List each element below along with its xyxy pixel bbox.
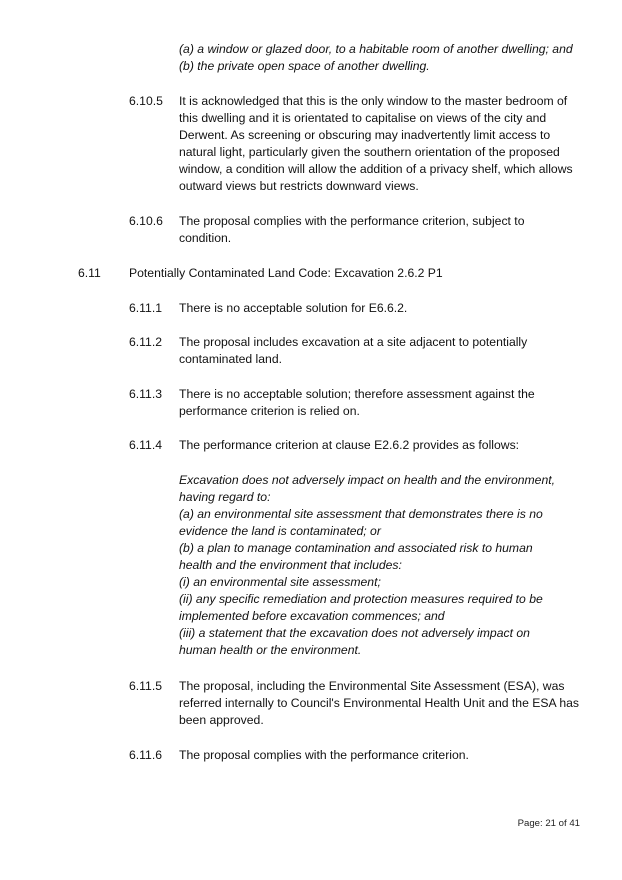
paragraph-number: 6.11.1 bbox=[129, 301, 162, 315]
paragraph-number: 6.11.2 bbox=[129, 335, 162, 349]
quote-line: (ii) any specific remediation and protection measures required to be bbox=[179, 592, 543, 606]
quote-line: health and the environment that includes: bbox=[179, 558, 402, 572]
paragraph-line: this dwelling and it is orientated to capitalise on views of the city and bbox=[179, 111, 547, 125]
paragraph-line: contaminated land. bbox=[179, 352, 282, 366]
section-number: 6.11 bbox=[78, 266, 101, 280]
quote-line: (b) the private open space of another dwelling. bbox=[179, 59, 430, 73]
paragraph-number: 6.11.4 bbox=[129, 438, 162, 452]
quote-line: (i) an environmental site assessment; bbox=[179, 575, 381, 589]
paragraph-line: referred internally to Council's Environmental Health Unit and the ESA has bbox=[179, 696, 579, 710]
paragraph-line: Derwent. As screening or obscuring may inadvertently limit access to bbox=[179, 128, 551, 142]
paragraph-line: been approved. bbox=[179, 713, 264, 727]
paragraph-line: It is acknowledged that this is the only window to the master bedroom of bbox=[179, 94, 568, 108]
paragraph-number: 6.10.6 bbox=[129, 214, 163, 228]
paragraph-line: The proposal complies with the performance criterion. bbox=[179, 748, 469, 762]
paragraph-number: 6.10.5 bbox=[129, 94, 163, 108]
quote-line: human health or the environment. bbox=[179, 643, 362, 657]
section-title: Potentially Contaminated Land Code: Excavation 2.6.2 P1 bbox=[129, 266, 443, 280]
quote-line: having regard to: bbox=[179, 490, 271, 504]
paragraph-line: window, a condition will allow the addition of a privacy shelf, which allows bbox=[179, 162, 573, 176]
paragraph-line: The proposal includes excavation at a site adjacent to potentially bbox=[179, 335, 528, 349]
paragraph-line: condition. bbox=[179, 231, 232, 245]
paragraph-number: 6.11.3 bbox=[129, 387, 162, 401]
paragraph-line: There is no acceptable solution; therefore assessment against the bbox=[179, 387, 535, 401]
paragraph-line: The proposal, including the Environmental Site Assessment (ESA), was bbox=[179, 679, 565, 693]
paragraph-number: 6.11.5 bbox=[129, 679, 162, 693]
quote-line: implemented before excavation commences; and bbox=[179, 609, 445, 623]
paragraph-line: outward views but restricts downward views. bbox=[179, 179, 419, 193]
page-number: Page: 21 of 41 bbox=[517, 818, 580, 829]
quote-line: (a) a window or glazed door, to a habitable room of another dwelling; and bbox=[179, 42, 573, 56]
paragraph-line: The proposal complies with the performance criterion, subject to bbox=[179, 214, 525, 228]
quote-line: (b) a plan to manage contamination and associated risk to human bbox=[179, 541, 533, 555]
paragraph-line: There is no acceptable solution for E6.6.2. bbox=[179, 301, 408, 315]
quote-line: Excavation does not adversely impact on health and the environment, bbox=[179, 473, 556, 487]
paragraph-number: 6.11.6 bbox=[129, 748, 162, 762]
quote-line: (a) an environmental site assessment that demonstrates there is no bbox=[179, 507, 543, 521]
quote-line: evidence the land is contaminated; or bbox=[179, 524, 381, 538]
paragraph-line: performance criterion is relied on. bbox=[179, 404, 360, 418]
paragraph-line: natural light, particularly given the southern orientation of the proposed bbox=[179, 145, 560, 159]
paragraph-line: The performance criterion at clause E2.6.2 provides as follows: bbox=[179, 438, 520, 452]
quote-line: (iii) a statement that the excavation does not adversely impact on bbox=[179, 626, 530, 640]
